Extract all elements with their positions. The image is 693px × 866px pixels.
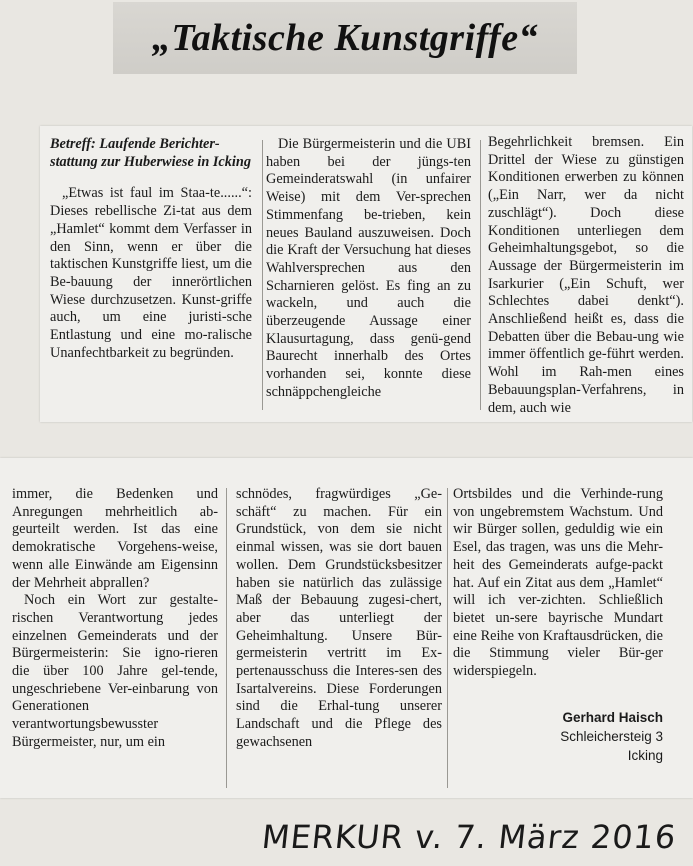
paragraph: Noch ein Wort zur gestalte-rischen Verantwortung jedes einzelnen Gemeinderats und der Bürgermeisterin: Sie igno-rieren die über 100 Jahre gel-tende, ungeschriebene Ver-einbarung von Generationen verantwortungsbewusster Bürgermeister, nur, um ein [12,592,218,750]
paragraph: Begehrlichkeit bremsen. Ein Drittel der Wiese zu günstigen Konditionen erwerben zu können („Ein Narr, wer da nicht zuschlägt“). Doch diese Konditionen unterliegen dem Geheimhaltungsgebot, so die Aussage der Bürgermeisterin im Isarkurier („Ein Schuft, wer Schlechtes dabei denkt“). Anschließend heißt es, dass die Debatten über die Bebau-ung wie immer öffentlich ge-führt werden. Wohl im Rah-men eines Bebauungsplan-Verfahrens, in dem, auch wie [488,134,684,416]
column-rule [480,140,481,410]
author-town: Icking [627,748,663,763]
column-1 [12,486,218,752]
column-rule [447,488,448,788]
handwritten-source-note: MERKUR v. 7. März 2016 [260,818,679,856]
column-rule [226,488,227,788]
paragraph: schnödes, fragwürdiges „Ge-schäft“ zu machen. Für ein Grundstück, von dem sie nicht einmal wissen, was sie dort bauen wollen. Dem Grundstücksbesitzer haben sie natürlich das zulässige Maß der Bebauung zugesi-chert, aber das unterliegt der Geheimhaltung. Unsere Bür-germeisterin vertritt im Ex-pertenausschuss die Interes-sen des Isartalvereins. Diese Forderungen sind die Erhal-tung unserer Landschaft und die Pflege des gewachsenen [236,486,442,750]
article-title: „Taktische Kunstgriffe“ [151,17,539,59]
headline-band [113,2,577,74]
clipping-part-2 [0,458,693,798]
paragraph: immer, die Bedenken und Anregungen mehrheitlich ab-geurteilt werden. Ist das eine demokratische Vorgehens-weise, wenn alle Einwände am Eigensinn der Mehrheit abprallen? [12,486,218,591]
column-2 [266,136,471,402]
letter-subject: Betreff: Laufende Berichter-stattung zur Huberwiese in Icking [50,136,252,170]
paragraph: Die Bürgermeisterin und die UBI haben bei der jüngs-ten Gemeinderatswahl (in unfairer Weise) mit dem Ver-sprechen Stimmenfang be-trieben, kein neues Bauland auszuweisen. Doch die Kraft der Versuchung hat dieses Wahlversprechen aus den Scharnieren gelöst. Es fing an zu wackeln, und auch die überzeugende Aussage einer Klausurtagung, dass genü-gend Baurecht innerhalb des Ortes vorhanden sei, konnte diese schnäppchengleiche [266,136,471,400]
column-3 [488,134,684,417]
clipping-part-1 [40,126,692,422]
paragraph: Ortsbildes und die Verhinde-rung von ungebremstem Wachstum. Und wir Bürger sollen, geduldig wie ein Esel, das tragen, was uns die Mehr-heit des Gemeinderats aufge-packt hat. Auf ein Zitat aus dem „Hamlet“ will ich ver-zichten. Schließlich bietet un-sere bayrische Mundart eine Reihe von Kraftausdrücken, die die Stimmung vieler Bür-ger widerspiegeln. [453,486,663,680]
author-street: Schleichersteig 3 [560,729,663,744]
column-1 [50,136,252,362]
column-3 [453,486,663,681]
author-name: Gerhard Haisch [562,710,663,725]
column-2 [236,486,442,752]
column-rule [262,140,263,410]
author-signature [560,708,663,765]
paragraph: „Etwas ist faul im Staa-te......“: Dieses rebellische Zi-tat aus dem „Hamlet“ kommt dem Verfasser in den Sinn, wenn er über die taktischen Kunstgriffe liest, um die Be-bauung der innerörtlichen Wiese durchzusetzen. Kunst-griffe auch, um eine juristi-sche Entlastung und eine mo-ralische Unanfechtbarkeit zu begründen. [50,185,252,361]
